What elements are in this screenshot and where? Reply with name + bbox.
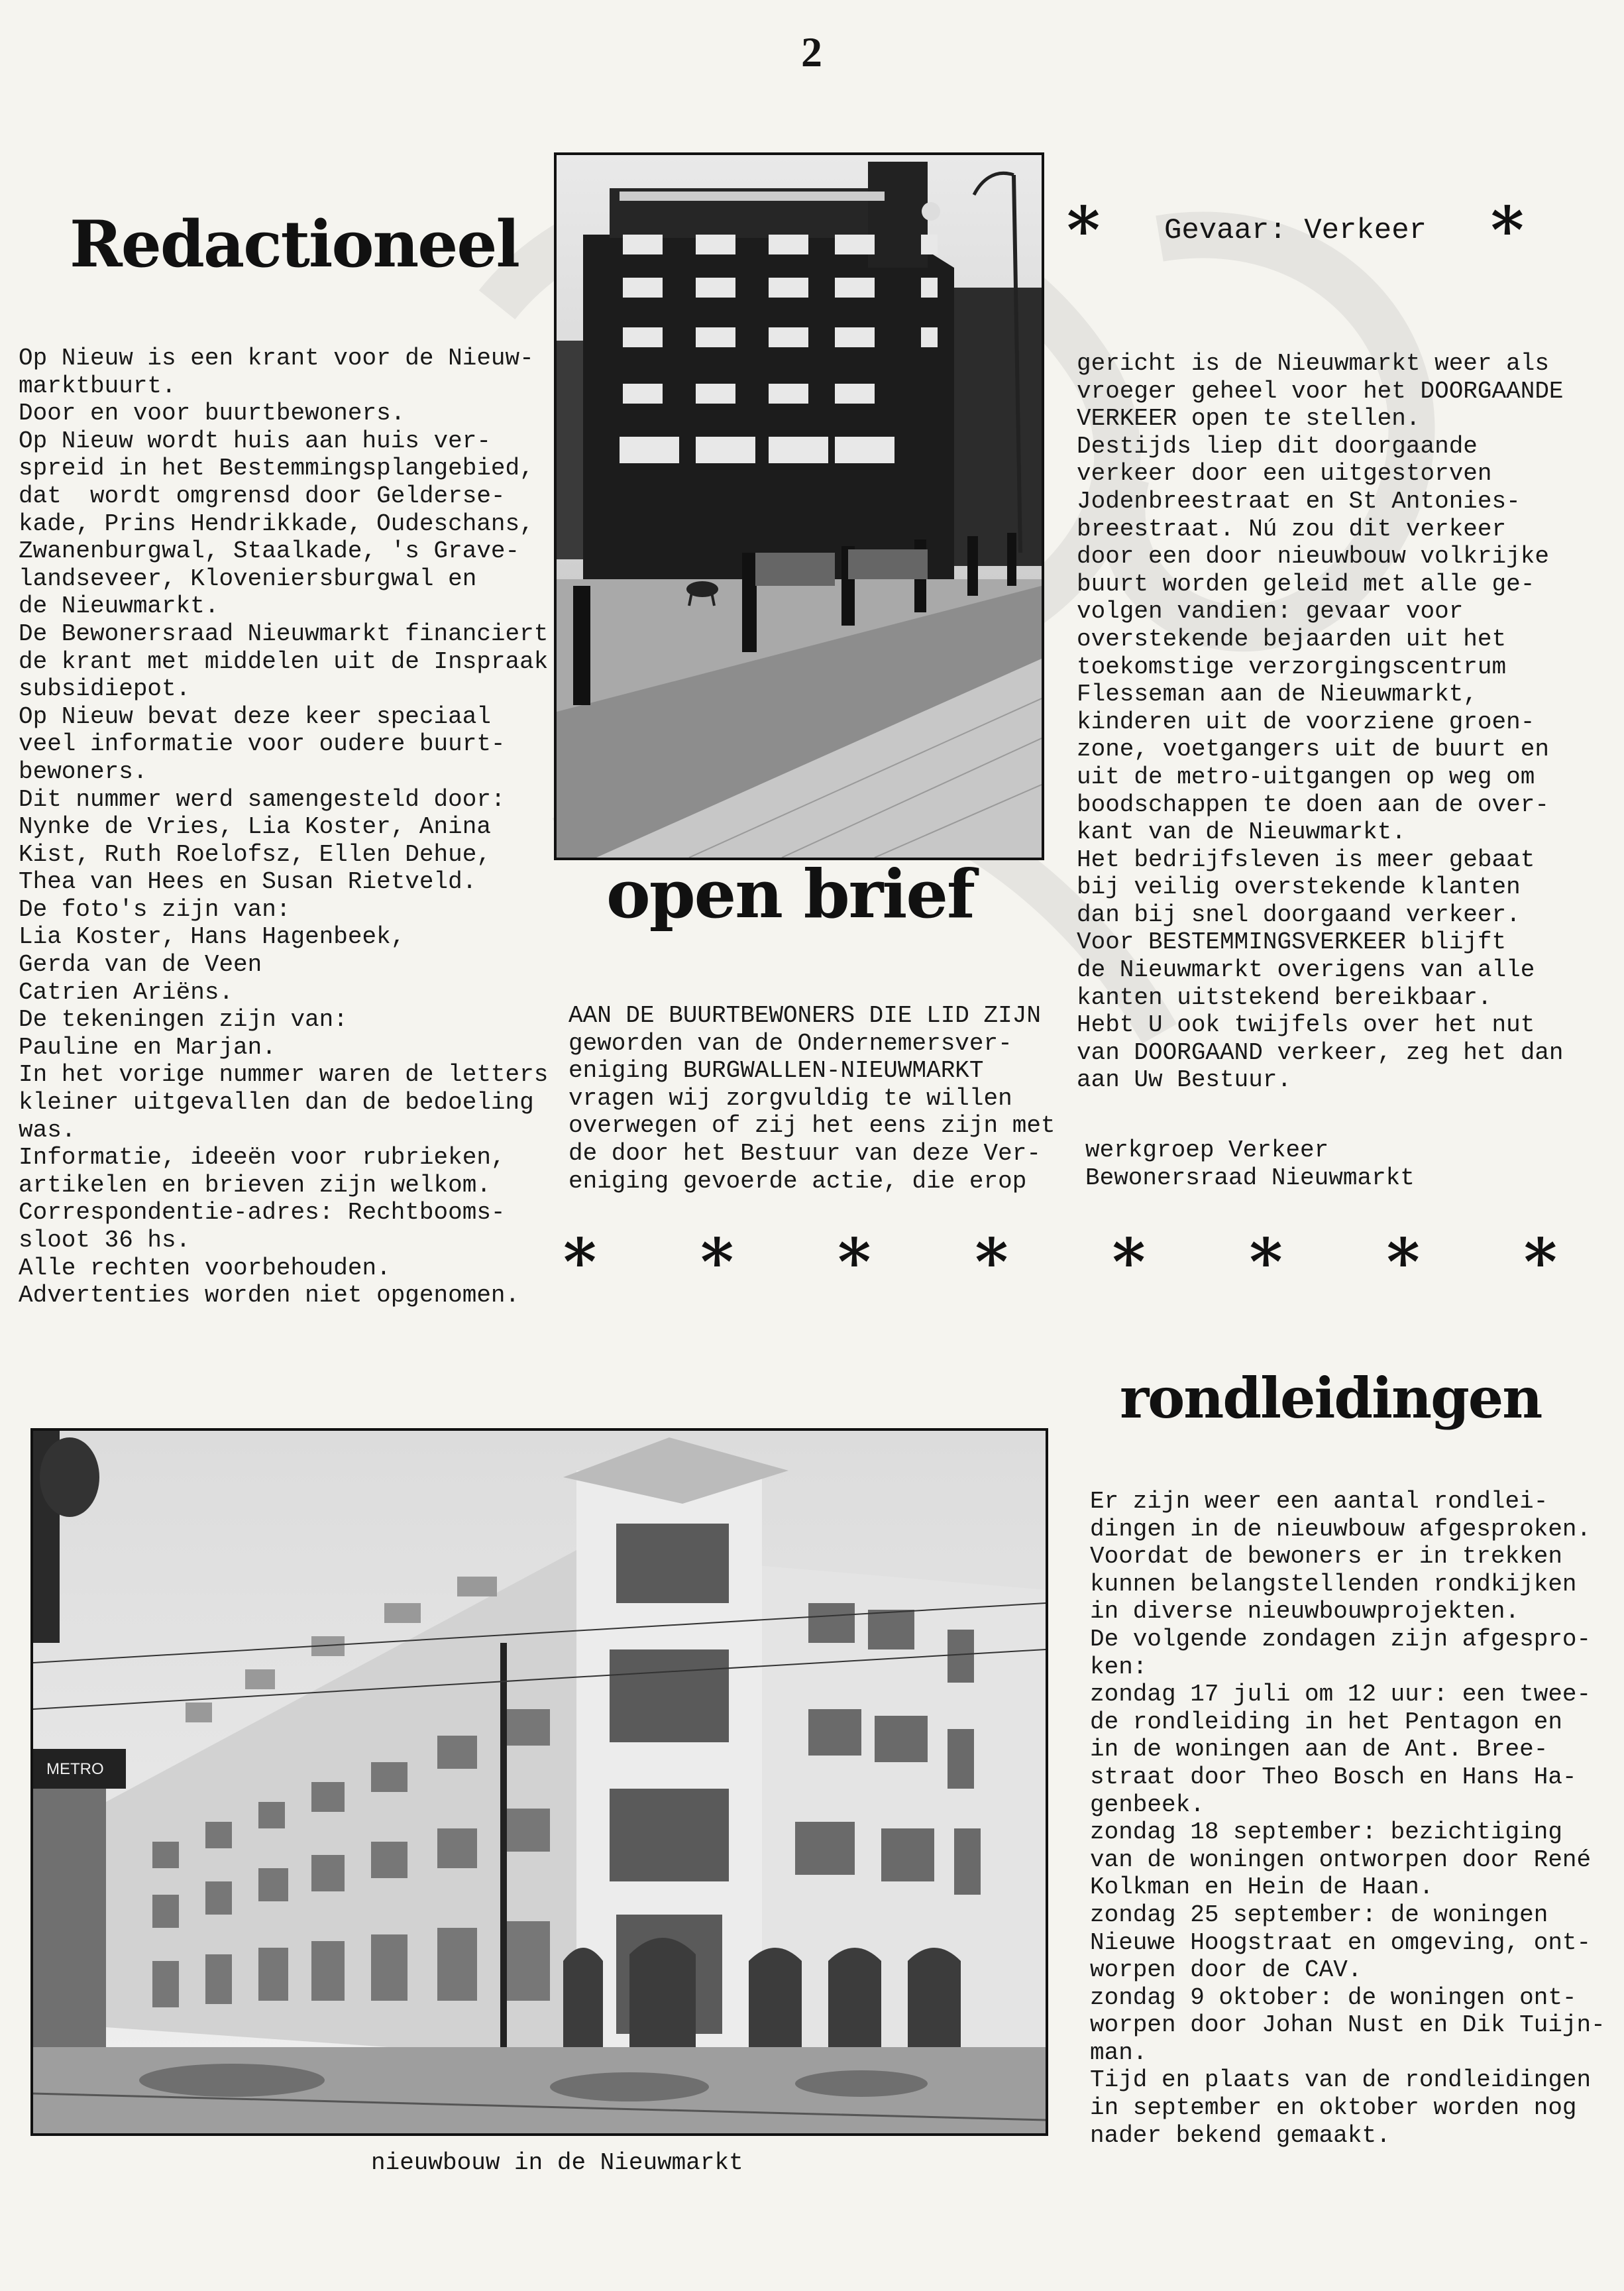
photo-caption: nieuwbouw in de Nieuwmarkt (371, 2149, 743, 2176)
metro-sign: METRO (46, 1760, 104, 1778)
separator-asterisk: * (1249, 1225, 1283, 1300)
separator-asterisk: * (700, 1225, 734, 1300)
asterisk-right: * (1490, 193, 1524, 268)
rondleidingen-body: Er zijn weer een aantal rondlei- dingen in de nieuwbouw afgesproken. Voordat de bewoners er in trekken kunnen belangstellenden rondkijken in diverse nieuwbouwprojekten. De volgende zondagen zijn afgespro- ken: zondag 17 juli om 12 uur: een twee- de rondleiding in het Pentagon en in de woningen aan de Ant. Bree- straat door Theo Bosch en Hans Ha- genbeek. zondag 18 september: bezichtiging van de woningen ontworpen door René Kolkman en Hein de Haan. zondag 25 september: de woningen Nieuwe Hoogstraat en omgeving, ont- worpen door de CAV. zondag 9 oktober: de woningen ont- worpen door Johan Nust en Dik Tuijn- man. Tijd en plaats van de rondleidingen in september en oktober worden nog nader bekend gemaakt. (1090, 1488, 1605, 2149)
building-photo-bottom (30, 1428, 1048, 2136)
separator-asterisk: * (838, 1225, 871, 1300)
redactioneel-title: Redactioneel (70, 207, 519, 282)
asterisk-separator (563, 1225, 1557, 1300)
gevaar-verkeer-signature: werkgroep Verkeer Bewonersraad Nieuwmarkt (1085, 1137, 1415, 1192)
building-photo-top-image (557, 155, 1042, 858)
gevaar-verkeer-heading (1067, 193, 1524, 268)
separator-asterisk: * (1523, 1225, 1557, 1300)
separator-asterisk: * (1112, 1225, 1146, 1300)
asterisk-left: * (1067, 193, 1101, 268)
building-photo-bottom-image (33, 1431, 1046, 2133)
rondleidingen-title: rondleidingen (1120, 1365, 1542, 1431)
gevaar-verkeer-title: Gevaar: Verkeer (1164, 214, 1427, 247)
open-brief-body: AAN DE BUURTBEWONERS DIE LID ZIJN geworden van de Ondernemersver- eniging BURGWALLEN-NIEUWMARKT vragen wij zorgvuldig te willen overwegen of zij het eens zijn met de door het Bestuur van deze Ver- eniging gevoerde actie, die erop (568, 1002, 1056, 1195)
separator-asterisk: * (563, 1225, 597, 1300)
building-photo-top (554, 152, 1044, 860)
page-number: 2 (801, 28, 822, 76)
separator-asterisk: * (1386, 1225, 1420, 1300)
open-brief-title: open brief (606, 855, 974, 933)
separator-asterisk: * (975, 1225, 1008, 1300)
gevaar-verkeer-body: gericht is de Nieuwmarkt weer als vroeger geheel voor het DOORGAANDE VERKEER open te stellen. Destijds liep dit doorgaande verkeer door een uitgestorven Jodenbreestraat en St Antonies- breestraat. Nú zou dit verkeer door een door nieuwbouw volkrijke buurt worden geleid met alle ge- volgen vandien: gevaar voor overstekende bejaarden uit het toekomstige verzorgingscentrum Flesseman aan de Nieuwmarkt, kinderen uit de voorziene groen- zone, voetgangers uit de buurt en uit de metro-uitgangen op weg om boodschappen te doen aan de over- kant van de Nieuwmarkt. Het bedrijfsleven is meer gebaat bij veilig overstekende klanten dan bij snel doorgaand verkeer. Voor BESTEMMINGSVERKEER blijft de Nieuwmarkt overigens van alle kanten uitstekend bereikbaar. Hebt U ook twijfels over het nut van DOORGAAND verkeer, zeg het dan aan Uw Bestuur. (1077, 350, 1564, 1094)
redactioneel-body: Op Nieuw is een krant voor de Nieuw- marktbuurt. Door en voor buurtbewoners. Op Nieuw wordt huis aan huis ver- spreid in het Bestemmingsplangebied, dat wordt omgrensd door Gelderse- kade, Prins Hendrikkade, Oudeschans, Zwanenburgwal, Staalkade, 's Grave- landseveer, Kloveniersburgwal en de Nieuwmarkt. De Bewonersraad Nieuwmarkt financiert de krant met middelen uit de Inspraak subsidiepot. Op Nieuw bevat deze keer speciaal veel informatie voor oudere buurt- bewoners. Dit nummer werd samengesteld door: Nynke de Vries, Lia Koster, Anina Kist, Ruth Roelofsz, Ellen Dehue, Thea van Hees en Susan Rietveld. De foto's zijn van: Lia Koster, Hans Hagenbeek, Gerda van de Veen Catrien Ariëns. De tekeningen zijn van: Pauline en Marjan. In het vorige nummer waren de letters kleiner uitgevallen dan de bedoeling was. Informatie, ideeën voor rubrieken, artikelen en brieven zijn welkom. Correspondentie-adres: Rechtbooms- sloot 36 hs. Alle rechten voorbehouden. Advertenties worden niet opgenomen. (19, 345, 549, 1310)
